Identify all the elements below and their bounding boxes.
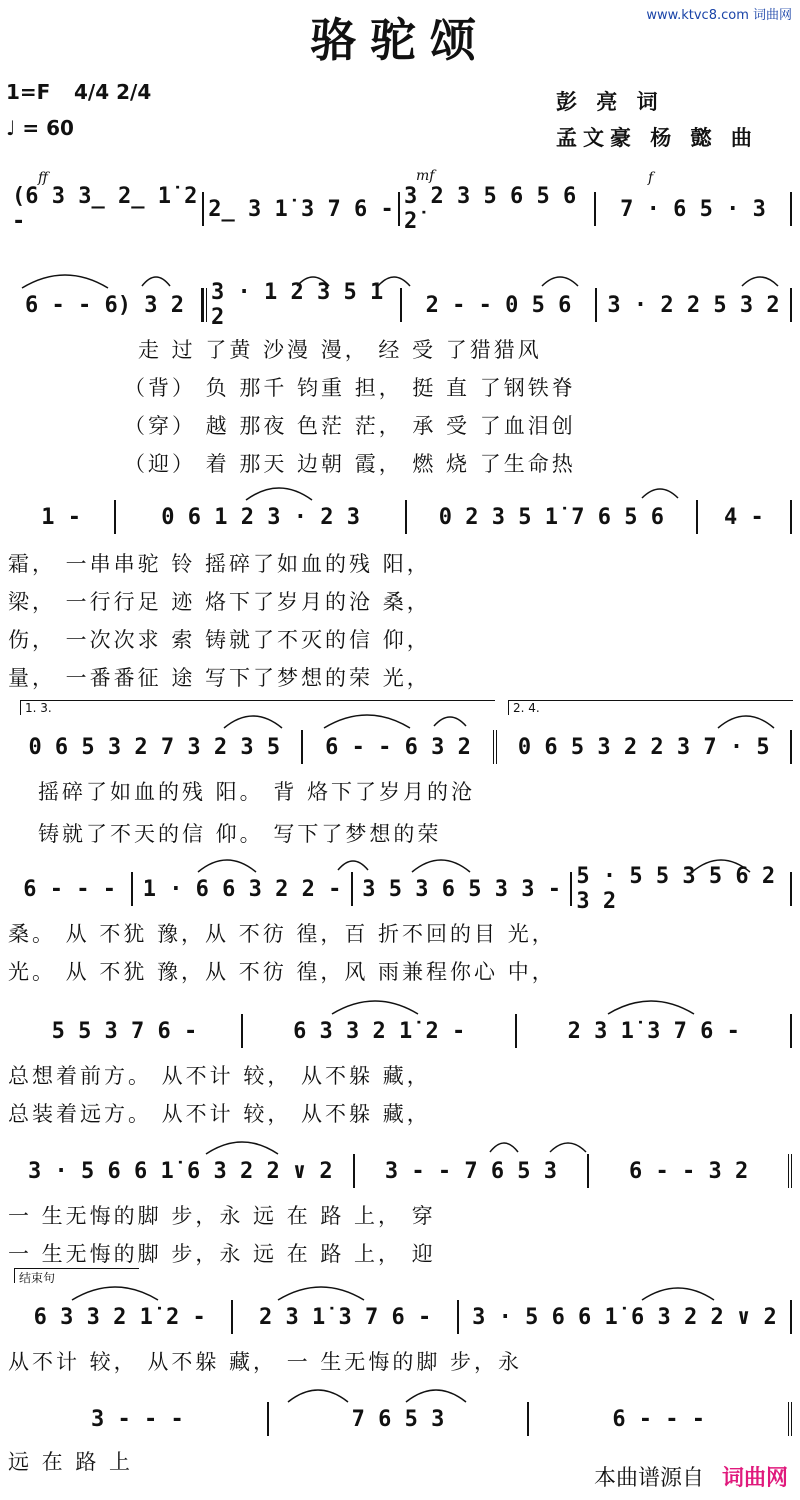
lyric-text: （背） 负 那千 钧重 担， 挺 直 了钢铁脊 <box>124 376 576 400</box>
slur <box>404 1382 468 1404</box>
measure: 6 3 3 2 1̇ 2 - <box>243 1014 518 1048</box>
lyric-text: 梁， 一行行足 迹 烙下了岁月的沧 桑， <box>8 590 431 614</box>
lyric-text: 光。 从 不犹 豫，从 不彷 徨，风 雨兼程你心 中， <box>8 960 556 984</box>
lyric-text: 从不计 较， 从不躲 藏， 一 生无悔的脚 步，永 <box>8 1350 523 1374</box>
lyric-text: 桑。 从 不犹 豫，从 不彷 徨，百 折不回的目 光， <box>8 922 556 946</box>
measure: 6 3 3 2 1̇ 2 - <box>8 1300 233 1334</box>
song-title: 骆驼颂 <box>310 13 490 67</box>
measure-row <box>8 864 792 914</box>
lyric-line <box>8 410 792 440</box>
measure: 5 · 5 5 3 5 6 2 3 2 <box>572 872 792 906</box>
slur <box>204 1134 280 1156</box>
notation-system <box>8 730 792 764</box>
lyric-line <box>8 448 792 478</box>
measure-row <box>8 500 792 534</box>
lyric-line <box>8 548 792 578</box>
lyric-text: （穿） 越 那夜 色茫 茫， 承 受 了血泪创 <box>124 414 576 438</box>
slur <box>20 268 110 290</box>
lyricist-credit: 彭 亮 词 <box>556 90 664 114</box>
notation-system <box>8 864 792 914</box>
notation-system <box>8 1014 792 1048</box>
measure: 1 · 6 6 3 2 2 - <box>133 872 353 906</box>
lyric-line <box>8 818 792 848</box>
slur <box>640 480 680 500</box>
notation-system <box>8 1402 792 1436</box>
slur <box>70 1280 160 1302</box>
lyric-text: 一 生无悔的脚 步，永 远 在 路 上， 迎 <box>8 1242 436 1266</box>
measure: 6 - - 6) 3 2 <box>8 288 203 322</box>
lyric-text: 霜， 一串串驼 铃 摇碎了如血的残 阳， <box>8 552 431 576</box>
measure: 4 - <box>698 500 792 534</box>
measure: 2 3 1̇ 3 7 6 - <box>233 1300 458 1334</box>
lyric-line <box>8 1060 792 1090</box>
slur <box>336 852 370 872</box>
lyric-text: 伤， 一次次求 索 铸就了不灭的信 仰， <box>8 628 431 652</box>
slur <box>488 1134 520 1154</box>
measure: 3 · 2 2 5 3 2 <box>597 288 792 322</box>
measure: 6 - - 6 3 2 <box>303 730 498 764</box>
slur <box>432 708 468 728</box>
slur <box>196 852 258 874</box>
measure-row <box>8 1014 792 1048</box>
lyric-text: 远 在 路 上 <box>8 1450 134 1474</box>
measure-row <box>8 1154 792 1188</box>
measure: 2̲ 3 1̇ 3 7 6 - <box>204 192 400 226</box>
slur <box>276 1280 366 1302</box>
lyric-line <box>8 334 792 364</box>
lyric-line <box>8 956 792 986</box>
volta-first-ending: 1. 3. <box>20 700 495 715</box>
source-text: 本曲谱源自 <box>593 1466 704 1491</box>
measure: 0 6 1 2 3 · 2 3 <box>116 500 407 534</box>
measure-row <box>8 280 792 330</box>
slur <box>410 852 472 874</box>
measure-row <box>8 1402 792 1436</box>
measure: 6 - - - <box>8 872 133 906</box>
slur <box>540 268 580 288</box>
measure: 3 · 5 6 6 1̇ 6 3 2 2 ∨ 2 <box>8 1154 355 1188</box>
lyric-line <box>8 1346 792 1376</box>
measure: 0 2 3 5 1̇ 7 6 5 6 <box>407 500 698 534</box>
slur <box>548 1134 588 1154</box>
slur <box>640 1280 716 1302</box>
measure: 3 2 3 5 6 5 6 2̇ <box>400 192 596 226</box>
measure: 6 - - 3 2 <box>589 1154 792 1188</box>
notation-system <box>8 280 792 330</box>
measure: 3 5 3 6 5 3 3 - <box>353 872 573 906</box>
measure: 3 - - 7 6 5 3 <box>355 1154 589 1188</box>
measure: 2 - - 0 5 6 <box>402 288 597 322</box>
tempo-mark: ♩ = 60 <box>6 116 74 140</box>
slur <box>330 994 420 1016</box>
dynamic-mf: mf <box>416 168 435 184</box>
lyric-line <box>8 662 792 692</box>
lyric-line <box>8 1098 792 1128</box>
measure: 6 - - - <box>529 1402 792 1436</box>
lyric-text: 摇碎了如血的残 阳。 背 烙下了岁月的沧 <box>38 780 476 804</box>
slur <box>606 994 696 1016</box>
measure: 7 · 6 5 · 3 <box>596 192 792 226</box>
lyric-line <box>8 586 792 616</box>
measure: 5 5 3 7 6 - <box>8 1014 243 1048</box>
measure: 3 · 1 2 3 5 1 2 <box>203 288 402 322</box>
measure: 2 3 1̇ 3 7 6 - <box>517 1014 792 1048</box>
coda-bracket: 结束句 <box>14 1268 139 1283</box>
measure: 0 6 5 3 2 2 3 7 · 5 <box>497 730 792 764</box>
slur <box>286 1382 350 1404</box>
dynamic-f: f <box>648 170 654 186</box>
lyric-line <box>8 372 792 402</box>
lyric-text: 铸就了不天的信 仰。 写下了梦想的荣 <box>38 822 442 846</box>
composer-credit: 孟文豪 杨 懿 曲 <box>556 126 758 150</box>
slur <box>740 268 780 288</box>
measure-row <box>8 730 792 764</box>
dynamic-ff: ff <box>38 170 48 186</box>
notation-system <box>8 500 792 534</box>
slur <box>140 268 172 288</box>
time-signature: 4/4 2/4 <box>74 80 152 104</box>
lyric-line <box>8 624 792 654</box>
slur <box>222 708 284 730</box>
lyric-text: （迎） 着 那天 边朝 霞， 燃 烧 了生命热 <box>124 452 576 476</box>
notation-system <box>8 1300 792 1334</box>
lyric-text: 总想着前方。 从不计 较， 从不躲 藏， <box>8 1064 431 1088</box>
measure: 0 6 5 3 2 7 3 2 3 5 <box>8 730 303 764</box>
lyric-text: 总装着远方。 从不计 较， 从不躲 藏， <box>8 1102 431 1126</box>
lyric-line <box>8 776 792 806</box>
measure-row <box>8 184 792 234</box>
notation-system <box>8 184 792 234</box>
lyric-text: 走 过 了黄 沙漫 漫， 经 受 了猎猎风 <box>138 338 542 362</box>
lyric-line <box>8 1238 792 1268</box>
site-watermark: www.ktvc8.com 词曲网 <box>646 8 792 23</box>
slur <box>322 708 412 730</box>
slur <box>716 708 776 730</box>
measure: 7 6 5 3 <box>269 1402 530 1436</box>
measure: 1 - <box>8 500 116 534</box>
lyric-line <box>8 1200 792 1230</box>
brand-text: 词曲网 <box>721 1466 788 1491</box>
source-footer <box>594 1461 788 1492</box>
measure: (6 3 3̲ 2̲ 1̇ 2 - <box>8 192 204 226</box>
volta-second-ending: 2. 4. <box>508 700 793 715</box>
lyric-text: 一 生无悔的脚 步，永 远 在 路 上， 穿 <box>8 1204 436 1228</box>
measure: 3 · 5 6 6 1̇ 6 3 2 2 ∨ 2 <box>459 1300 792 1334</box>
measure: 3 - - - <box>8 1402 269 1436</box>
slur <box>244 480 314 502</box>
key-signature: 1=F <box>6 80 51 104</box>
lyric-text: 量， 一番番征 途 写下了梦想的荣 光， <box>8 666 431 690</box>
measure-row <box>8 1300 792 1334</box>
lyric-line <box>8 918 792 948</box>
notation-system <box>8 1154 792 1188</box>
